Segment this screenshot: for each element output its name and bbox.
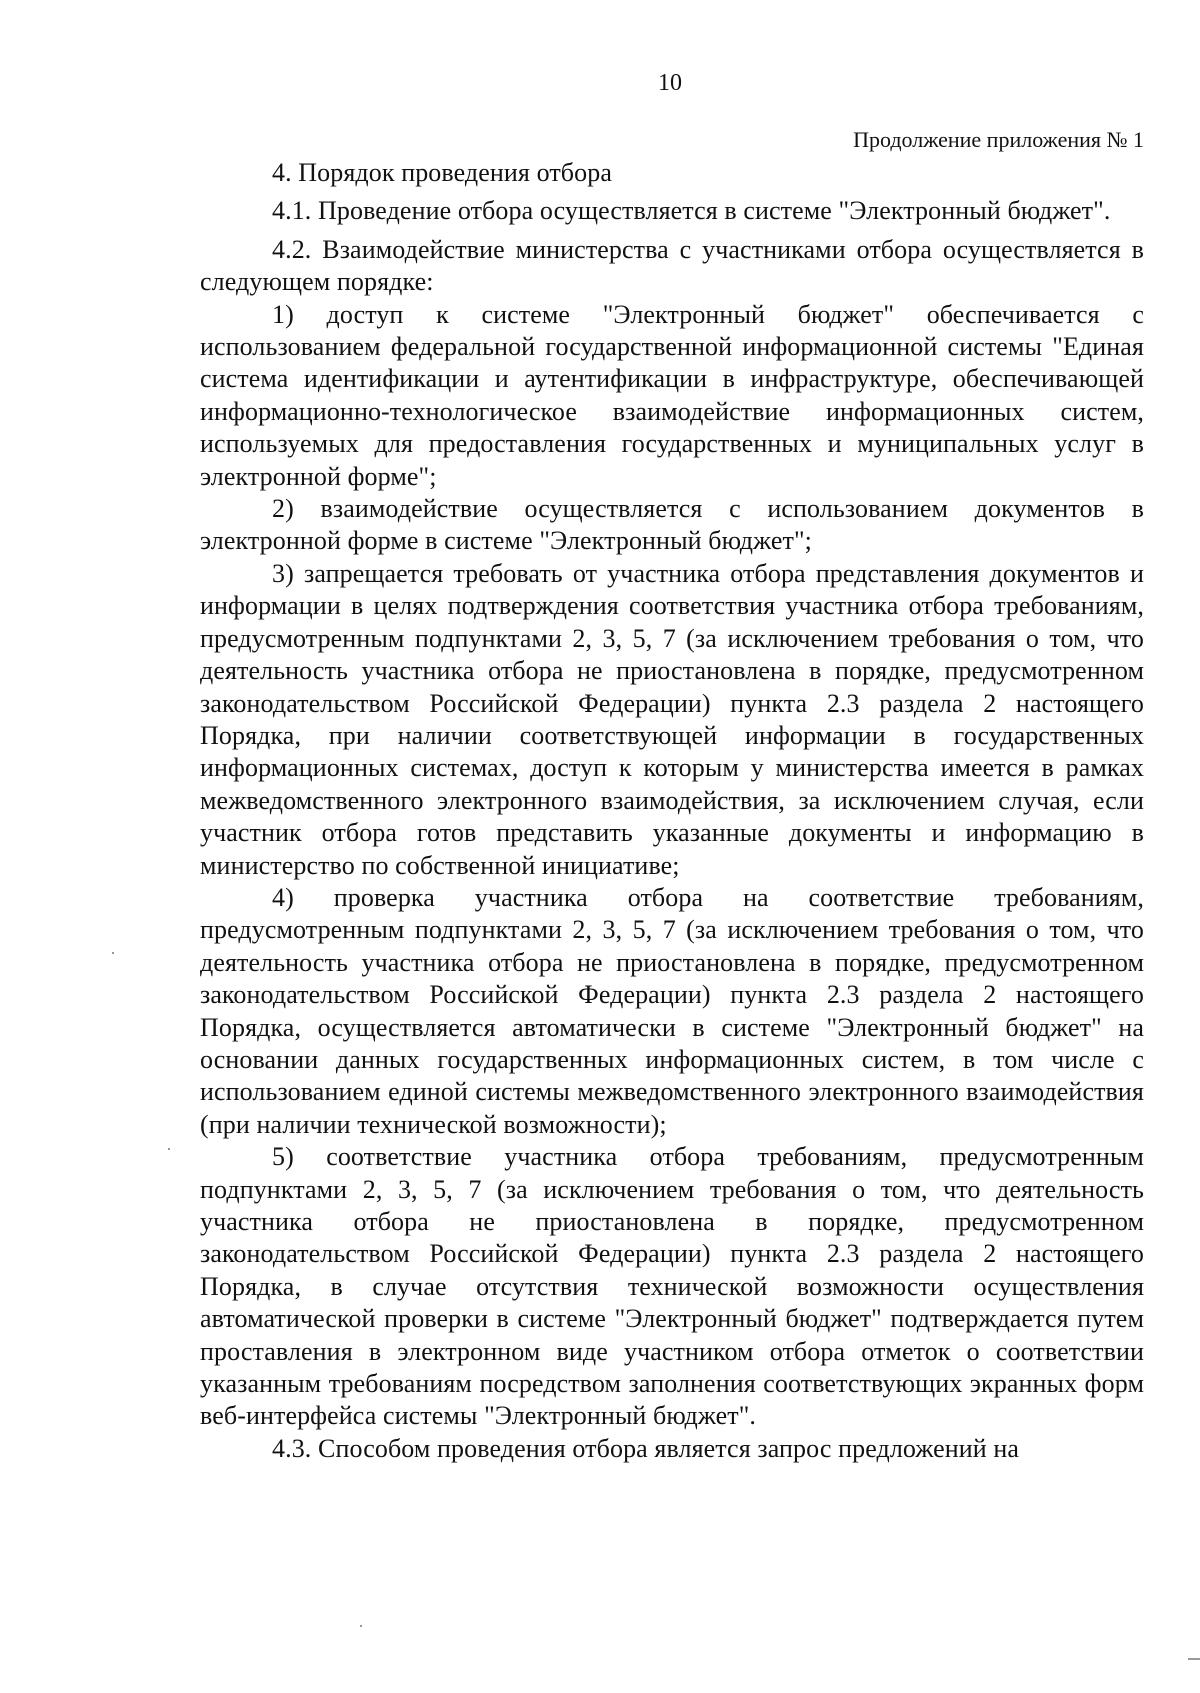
list-item-3: 3) запрещается требовать от участника отбора представления документов и информации в целях подтверждения соответствия участника отбора требованиям, предусмотренным подпунктами 2, 3, 5, 7 (за исключением требования о том, что деятельность участника отбора не приостановлена в порядке, предусмотренном законодательством Российской Федерации) пункта 2.3 раздела 2 настоящего Порядка, при наличии соответствующей информации в государственных информационных системах, доступ к которым у министерства имеется в рамках межведомственного электронного взаимодействия, за исключением случая, если участник отбора готов представить указанные документы и информацию в министерство по собственной инициативе; [200, 558, 1144, 880]
paragraph-4-1: 4.1. Проведение отбора осуществляется в системе "Электронный бюджет". [272, 196, 1111, 226]
appendix-continuation-note: Продолжение приложения № 1 [853, 127, 1144, 152]
list-item-5: 5) соответствие участника отбора требованиям, предусмотренным подпунктами 2, 3, 5, 7 (за исключением требования о том, что деятельность участника отбора не приостановлена в порядке, предусмотренном законодательством Российской Федерации) пункта 2.3 раздела 2 настоящего Порядка, в случае отсутствия технической возможности осуществления автоматической проверки в системе "Электронный бюджет" подтверждается путем проставления в электронном виде участником отбора отметок о соответствии указанным требованиям посредством заполнения соответствующих экранных форм веб-интерфейса системы "Электронный бюджет". [200, 1142, 1144, 1431]
scan-edge-mark [1188, 1658, 1200, 1660]
document-body [200, 157, 1144, 1465]
page-number: 10 [658, 70, 682, 96]
list-item-4: 4) проверка участника отбора на соответствие требованиям, предусмотренным подпунктами 2, 3, 5, 7 (за исключением требования о том, что деятельность участника отбора не приостановлена в порядке, предусмотренном законодательством Российской Федерации) пункта 2.3 раздела 2 настоящего Порядка, осуществляется автоматически в системе "Электронный бюджет" на основании данных государственных информационных систем, в том числе с использованием единой системы межведомственного электронного взаимодействия (при наличии технической возможности); [200, 882, 1144, 1139]
scan-speck [168, 1148, 170, 1150]
list-item-2: 2) взаимодействие осуществляется с использованием документов в электронной форме в системе "Электронный бюджет"; [200, 494, 1144, 556]
list-item-1: 1) доступ к системе "Электронный бюджет" обеспечивается с использованием федеральной государственной информационной системы "Единая система идентификации и аутентификации в инфраструктуре, обеспечивающей информационно-технологическое взаимодействие информационных систем, используемых для предоставления государственных и муниципальных услуг в электронной форме"; [200, 299, 1144, 491]
scan-speck [360, 1625, 362, 1627]
section-heading: 4. Порядок проведения отбора [272, 158, 612, 187]
paragraph-4-3: 4.3. Способом проведения отбора является запрос предложений на [272, 1433, 1020, 1463]
scan-speck [112, 952, 114, 954]
paragraph-4-2: 4.2. Взаимодействие министерства с участниками отбора осуществляется в следующем порядке: [200, 234, 1144, 297]
